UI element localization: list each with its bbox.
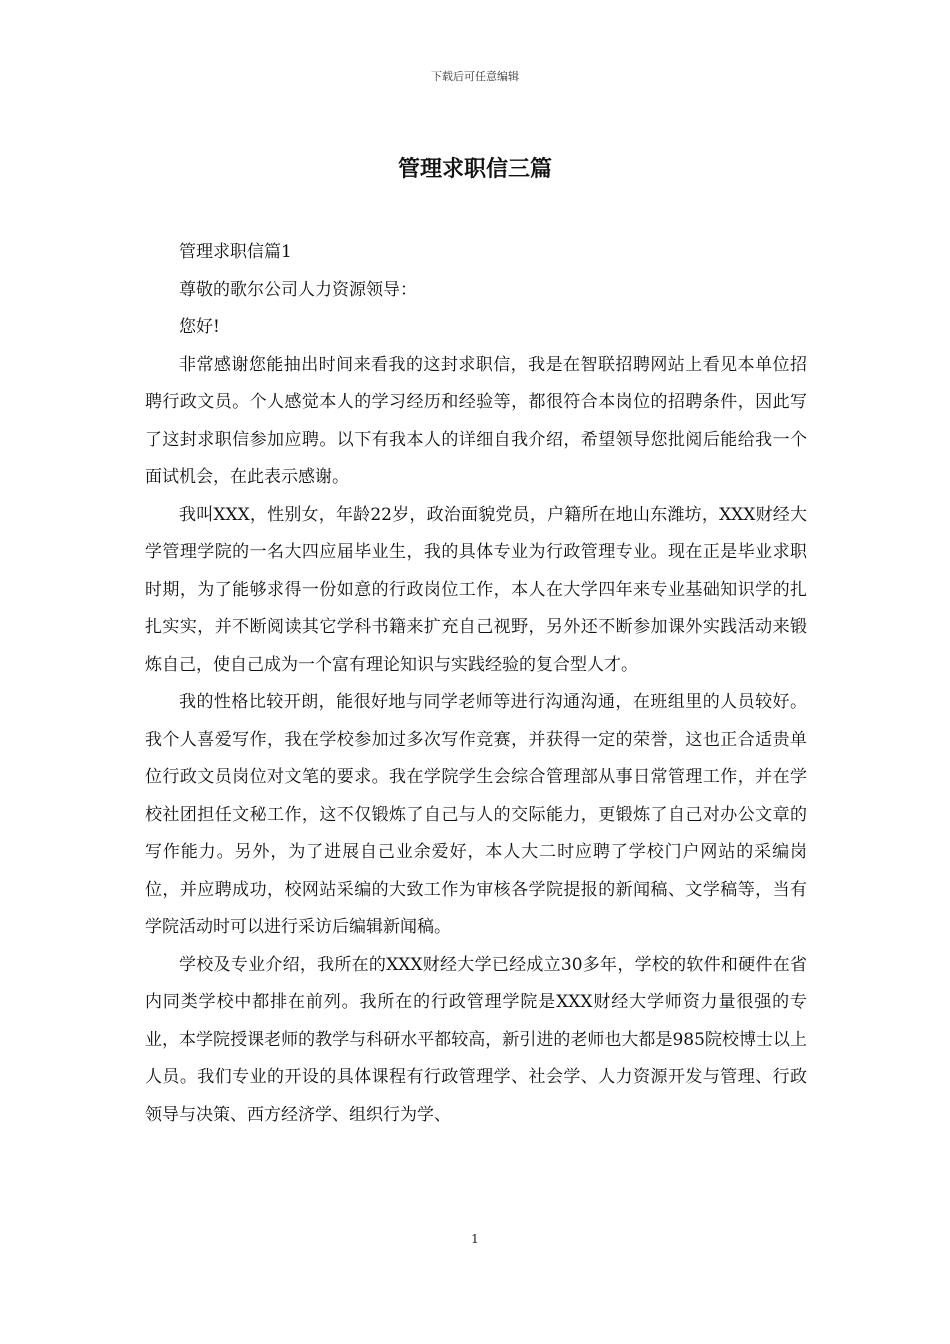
header-note: 下载后可任意编辑	[431, 70, 519, 83]
greeting: 您好!	[179, 317, 220, 337]
body-paragraph: 学校及专业介绍，我所在的XXX财经大学已经成立30多年，学校的软件和硬件在省内同类学校中都排在前列。我所在的行政管理学院是XXX财经大学师资力量很强的专业，本学院授课老师的教学与科研水平都较高，新引进的老师也大都是985院校博士以上人员。我们专业的开设的具体课程有行政管理学、社会学、人力资源开发与管理、行政领导与决策、西方经济学、组织行为学、	[145, 954, 807, 1125]
body-paragraph: 我叫XXX，性别女，年龄22岁，政治面貌党员，户籍所在地山东潍坊，XXX财经大学管理学院的一名大四应届毕业生，我的具体专业为行政管理专业。现在正是毕业求职时期，为了能够求得一份如意的行政岗位工作，本人在大学四年来专业基础知识学的扎扎实实，并不断阅读其它学科书籍来扩充自己视野，另外还不断参加课外实践活动来锻炼自己，使自己成为一个富有理论知识与实践经验的复合型人才。	[145, 504, 807, 675]
document-body	[145, 234, 807, 1134]
document-title: 管理求职信三篇	[397, 156, 552, 182]
page-number: 1	[471, 1232, 479, 1246]
body-paragraph: 非常感谢您能抽出时间来看我的这封求职信，我是在智联招聘网站上看见本单位招聘行政文员。个人感觉本人的学习经历和经验等，都很符合本岗位的招聘条件，因此写了这封求职信参加应聘。以下有我本人的详细自我介绍，希望领导您批阅后能给我一个面试机会，在此表示感谢。	[145, 354, 807, 487]
section-heading: 管理求职信篇1	[179, 242, 292, 262]
salutation: 尊敬的歌尔公司人力资源领导：	[179, 279, 417, 300]
body-paragraph: 我的性格比较开朗，能很好地与同学老师等进行沟通沟通，在班组里的人员较好。我个人喜爱写作，我在学校参加过多次写作竞赛，并获得一定的荣誉，这也正合适贵单位行政文员岗位对文笔的要求。我在学院学生会综合管理部从事日常管理工作，并在学校社团担任文秘工作，这不仅锻炼了自己与人的交际能力，更锻炼了自己对办公文章的写作能力。另外，为了进展自己业余爱好，本人大二时应聘了学校门户网站的采编岗位，并应聘成功，校网站采编的大致工作为审核各学院提报的新闻稿、文学稿等，当有学院活动时可以进行采访后编辑新闻稿。	[145, 692, 807, 937]
